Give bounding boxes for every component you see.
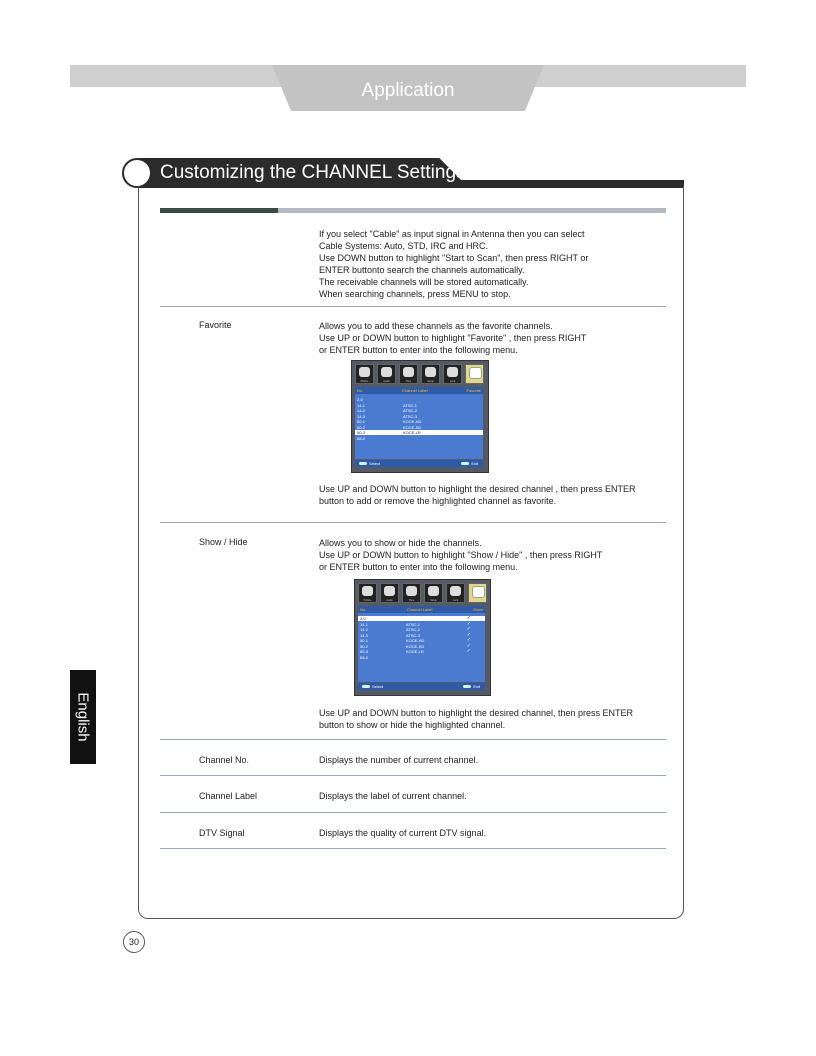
setup-icon: Setup bbox=[421, 364, 440, 384]
select-hint: Select bbox=[362, 683, 383, 690]
channel-label: KOCE-SD bbox=[406, 643, 425, 649]
setup-icon: Setup bbox=[424, 583, 443, 603]
channel-number: 14-2 bbox=[357, 408, 366, 413]
channel-row[interactable] bbox=[358, 644, 485, 649]
channel-row[interactable] bbox=[355, 408, 483, 413]
lock-icon: Lock bbox=[443, 364, 462, 384]
channel-number: 2-0 bbox=[360, 616, 366, 621]
channel-row[interactable] bbox=[355, 397, 483, 402]
divider bbox=[160, 812, 666, 813]
channel-row[interactable] bbox=[355, 403, 483, 408]
time-icon: Time bbox=[399, 364, 418, 384]
channel-no-label: Channel No. bbox=[199, 755, 250, 765]
channel-number: 50-1 bbox=[360, 638, 369, 643]
channel-row[interactable] bbox=[358, 633, 485, 638]
channel-number: 50-2 bbox=[357, 424, 366, 430]
channel-number: 68-0 bbox=[357, 435, 366, 441]
channel-label: KOCE-LR bbox=[406, 649, 424, 654]
menu-footer bbox=[358, 683, 485, 690]
time-icon: Time bbox=[402, 583, 421, 603]
channel-list-header-cell: Favorite bbox=[466, 388, 481, 393]
language-tab-label: English bbox=[74, 692, 92, 742]
channel-list-header-cell: Channel Label bbox=[401, 388, 428, 393]
showhide-text: Allows you to show or hide the channels. Use UP or DOWN button to highlight "Show / Hide" , then press RIGHT or ENTER button to enter into the following menu. bbox=[319, 538, 603, 572]
menu-icon-bar bbox=[358, 583, 487, 603]
show-check-icon: ✓ bbox=[466, 642, 471, 649]
section-title: Customizing the CHANNEL Settings bbox=[160, 162, 466, 183]
lock-icon: Lock bbox=[446, 583, 465, 603]
channel-label-label: Channel Label bbox=[199, 791, 258, 801]
channel-icon: Channel bbox=[465, 364, 484, 384]
channel-label: KOCE-HD bbox=[406, 638, 425, 643]
channel-icon: Channel bbox=[468, 583, 487, 603]
showhide-menu-screenshot bbox=[354, 579, 491, 696]
show-check-icon: ✓ bbox=[466, 631, 471, 638]
channel-number: 50-3 bbox=[360, 649, 369, 654]
channel-number: 14-1 bbox=[360, 621, 369, 627]
page-number: 30 bbox=[123, 931, 145, 953]
channel-label: KOCE-SD bbox=[403, 424, 422, 430]
dtv-signal-label: DTV Signal bbox=[199, 828, 245, 838]
showhide-label: Show / Hide bbox=[199, 537, 248, 547]
channel-row[interactable] bbox=[355, 425, 483, 430]
show-check-icon: ✓ bbox=[466, 637, 471, 643]
channel-number: 14-2 bbox=[360, 627, 369, 632]
favorite-after-text: Use UP and DOWN button to highlight the desired channel , then press ENTER button to add or remove the highlighted channel as favorite. bbox=[319, 484, 636, 506]
channel-row[interactable] bbox=[358, 655, 485, 660]
exit-hint: Exit bbox=[461, 460, 478, 467]
divider bbox=[160, 775, 666, 776]
channel-label: ATSC-3 bbox=[406, 632, 420, 638]
audio-icon: Audio bbox=[377, 364, 396, 384]
intro-text: If you select "Cable" as input signal in Antenna then you can select Cable Systems: Auto, STD, IRC and HRC. Use DOWN button to highlight "Start to Scan", then press RIGHT or ENTER buttonto search the channels automatically. The receivable channels will be stored automatically. When searching channels, press MENU to stop. bbox=[319, 229, 589, 299]
channel-number: 2-0 bbox=[357, 397, 363, 402]
channel-list-header-cell: No. bbox=[360, 607, 367, 612]
channel-row[interactable] bbox=[355, 419, 483, 424]
channel-number: 14-3 bbox=[357, 413, 366, 419]
channel-list-header bbox=[358, 606, 485, 613]
channel-label-text: Displays the label of current channel. bbox=[319, 791, 467, 801]
channel-row[interactable] bbox=[358, 649, 485, 654]
channel-row[interactable] bbox=[358, 638, 485, 643]
show-check-icon: ✓ bbox=[466, 648, 471, 654]
channel-number: 50-1 bbox=[357, 419, 366, 424]
channel-row[interactable] bbox=[358, 622, 485, 627]
section-circle-icon bbox=[122, 158, 152, 188]
channel-row[interactable] bbox=[358, 616, 485, 621]
show-check-icon: ✓ bbox=[466, 620, 471, 627]
channel-list-header-cell: Show bbox=[472, 607, 483, 612]
channel-list-panel bbox=[355, 387, 483, 459]
favorite-text: Allows you to add these channels as the favorite channels. Use UP or DOWN button to highlight "Favorite" , then press RIGHT or ENTER button to enter into the following menu. bbox=[319, 321, 587, 355]
menu-footer bbox=[355, 460, 483, 467]
accent-bar-light bbox=[278, 208, 666, 213]
favorite-label: Favorite bbox=[199, 320, 232, 330]
showhide-after-text: Use UP and DOWN button to highlight the desired channel, then press ENTER button to show or hide the highlighted channel. bbox=[319, 708, 633, 730]
exit-hint: Exit bbox=[463, 683, 480, 690]
picture-icon: Picture bbox=[355, 364, 374, 384]
select-hint: Select bbox=[359, 460, 380, 467]
channel-label: KOCE-HD bbox=[403, 419, 422, 424]
channel-label: ATSC-3 bbox=[403, 413, 417, 419]
picture-icon: Picture bbox=[358, 583, 377, 603]
divider bbox=[160, 739, 666, 740]
channel-list-header bbox=[355, 387, 483, 394]
channel-row[interactable] bbox=[358, 627, 485, 632]
channel-list-header-cell: No. bbox=[357, 388, 364, 393]
divider bbox=[160, 848, 666, 849]
channel-label: KOCE-LR bbox=[403, 430, 421, 435]
channel-list-header-cell: Channel Label bbox=[406, 607, 433, 612]
dtv-signal-text: Displays the quality of current DTV signal. bbox=[319, 828, 487, 838]
channel-list-panel bbox=[358, 606, 485, 682]
divider bbox=[160, 306, 666, 307]
show-check-icon: ✓ bbox=[466, 626, 471, 632]
channel-label: ATSC-1 bbox=[406, 621, 420, 627]
channel-number: 14-3 bbox=[360, 632, 369, 638]
favorite-menu-screenshot bbox=[351, 360, 489, 473]
channel-label: ATSC-2 bbox=[406, 627, 420, 632]
channel-row[interactable] bbox=[355, 414, 483, 419]
channel-label: ATSC-1 bbox=[403, 402, 417, 408]
language-tab bbox=[70, 670, 96, 764]
header-title: Application bbox=[361, 80, 455, 101]
channel-row[interactable] bbox=[355, 436, 483, 441]
audio-icon: Audio bbox=[380, 583, 399, 603]
channel-number: 68-0 bbox=[360, 654, 369, 660]
channel-row[interactable] bbox=[355, 430, 483, 435]
channel-label: ATSC-2 bbox=[403, 408, 417, 413]
channel-no-text: Displays the number of current channel. bbox=[319, 755, 479, 765]
channel-number: 14-1 bbox=[357, 402, 366, 408]
divider bbox=[160, 522, 666, 523]
channel-number: 50-3 bbox=[357, 430, 366, 435]
show-check-icon: ✓ bbox=[466, 615, 471, 621]
channel-number: 50-2 bbox=[360, 643, 369, 649]
accent-bar-dark bbox=[160, 208, 278, 213]
menu-icon-bar bbox=[355, 364, 484, 384]
